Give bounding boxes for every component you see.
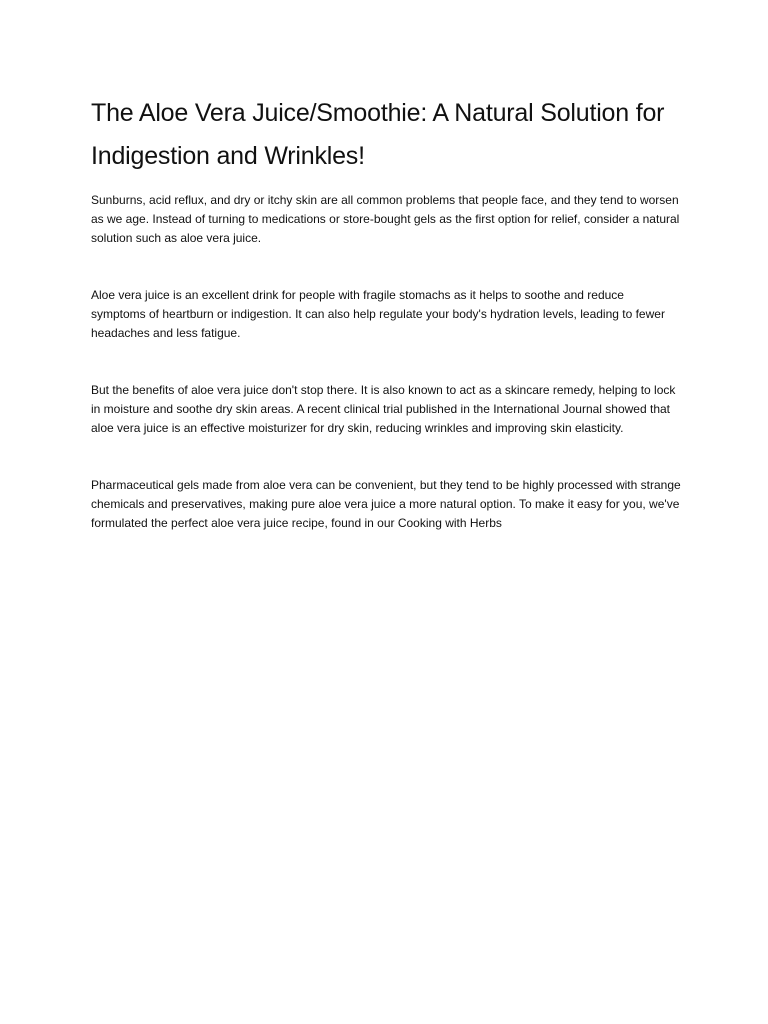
paragraph-stomach-benefits: Aloe vera juice is an excellent drink for people with fragile stomachs as it helps to soothe and reduce symptoms of heartburn or indigestion. It can also help regulate your body's hydration levels, leading to fewer headaches and less fatigue. xyxy=(91,288,665,340)
paragraph-pharmaceutical-gels: Pharmaceutical gels made from aloe vera can be convenient, but they tend to be highly processed with strange chemicals and preservatives, making pure aloe vera juice a more natural option. To make it easy for you, we've formulated the perfect aloe vera juice recipe, found in our Cooking with Herbs xyxy=(91,478,681,530)
paragraph-sunburns: Sunburns, acid reflux, and dry or itchy skin are all common problems that people face, and they tend to worsen as we age. Instead of turning to medications or store-bought gels as the first option for relief, consider a natural solution such as aloe vera juice. xyxy=(91,193,680,245)
paragraph-skincare-benefits: But the benefits of aloe vera juice don't stop there. It is also known to act as a skincare remedy, helping to lock in moisture and soothe dry skin areas. A recent clinical trial published in the International Journal showed that aloe vera juice is an effective moisturizer for dry skin, reducing wrinkles and improving skin elasticity. xyxy=(91,383,676,435)
document-title: The Aloe Vera Juice/Smoothie: A Natural Solution for Indigestion and Wrinkles! xyxy=(91,99,665,170)
document-body xyxy=(91,92,681,533)
